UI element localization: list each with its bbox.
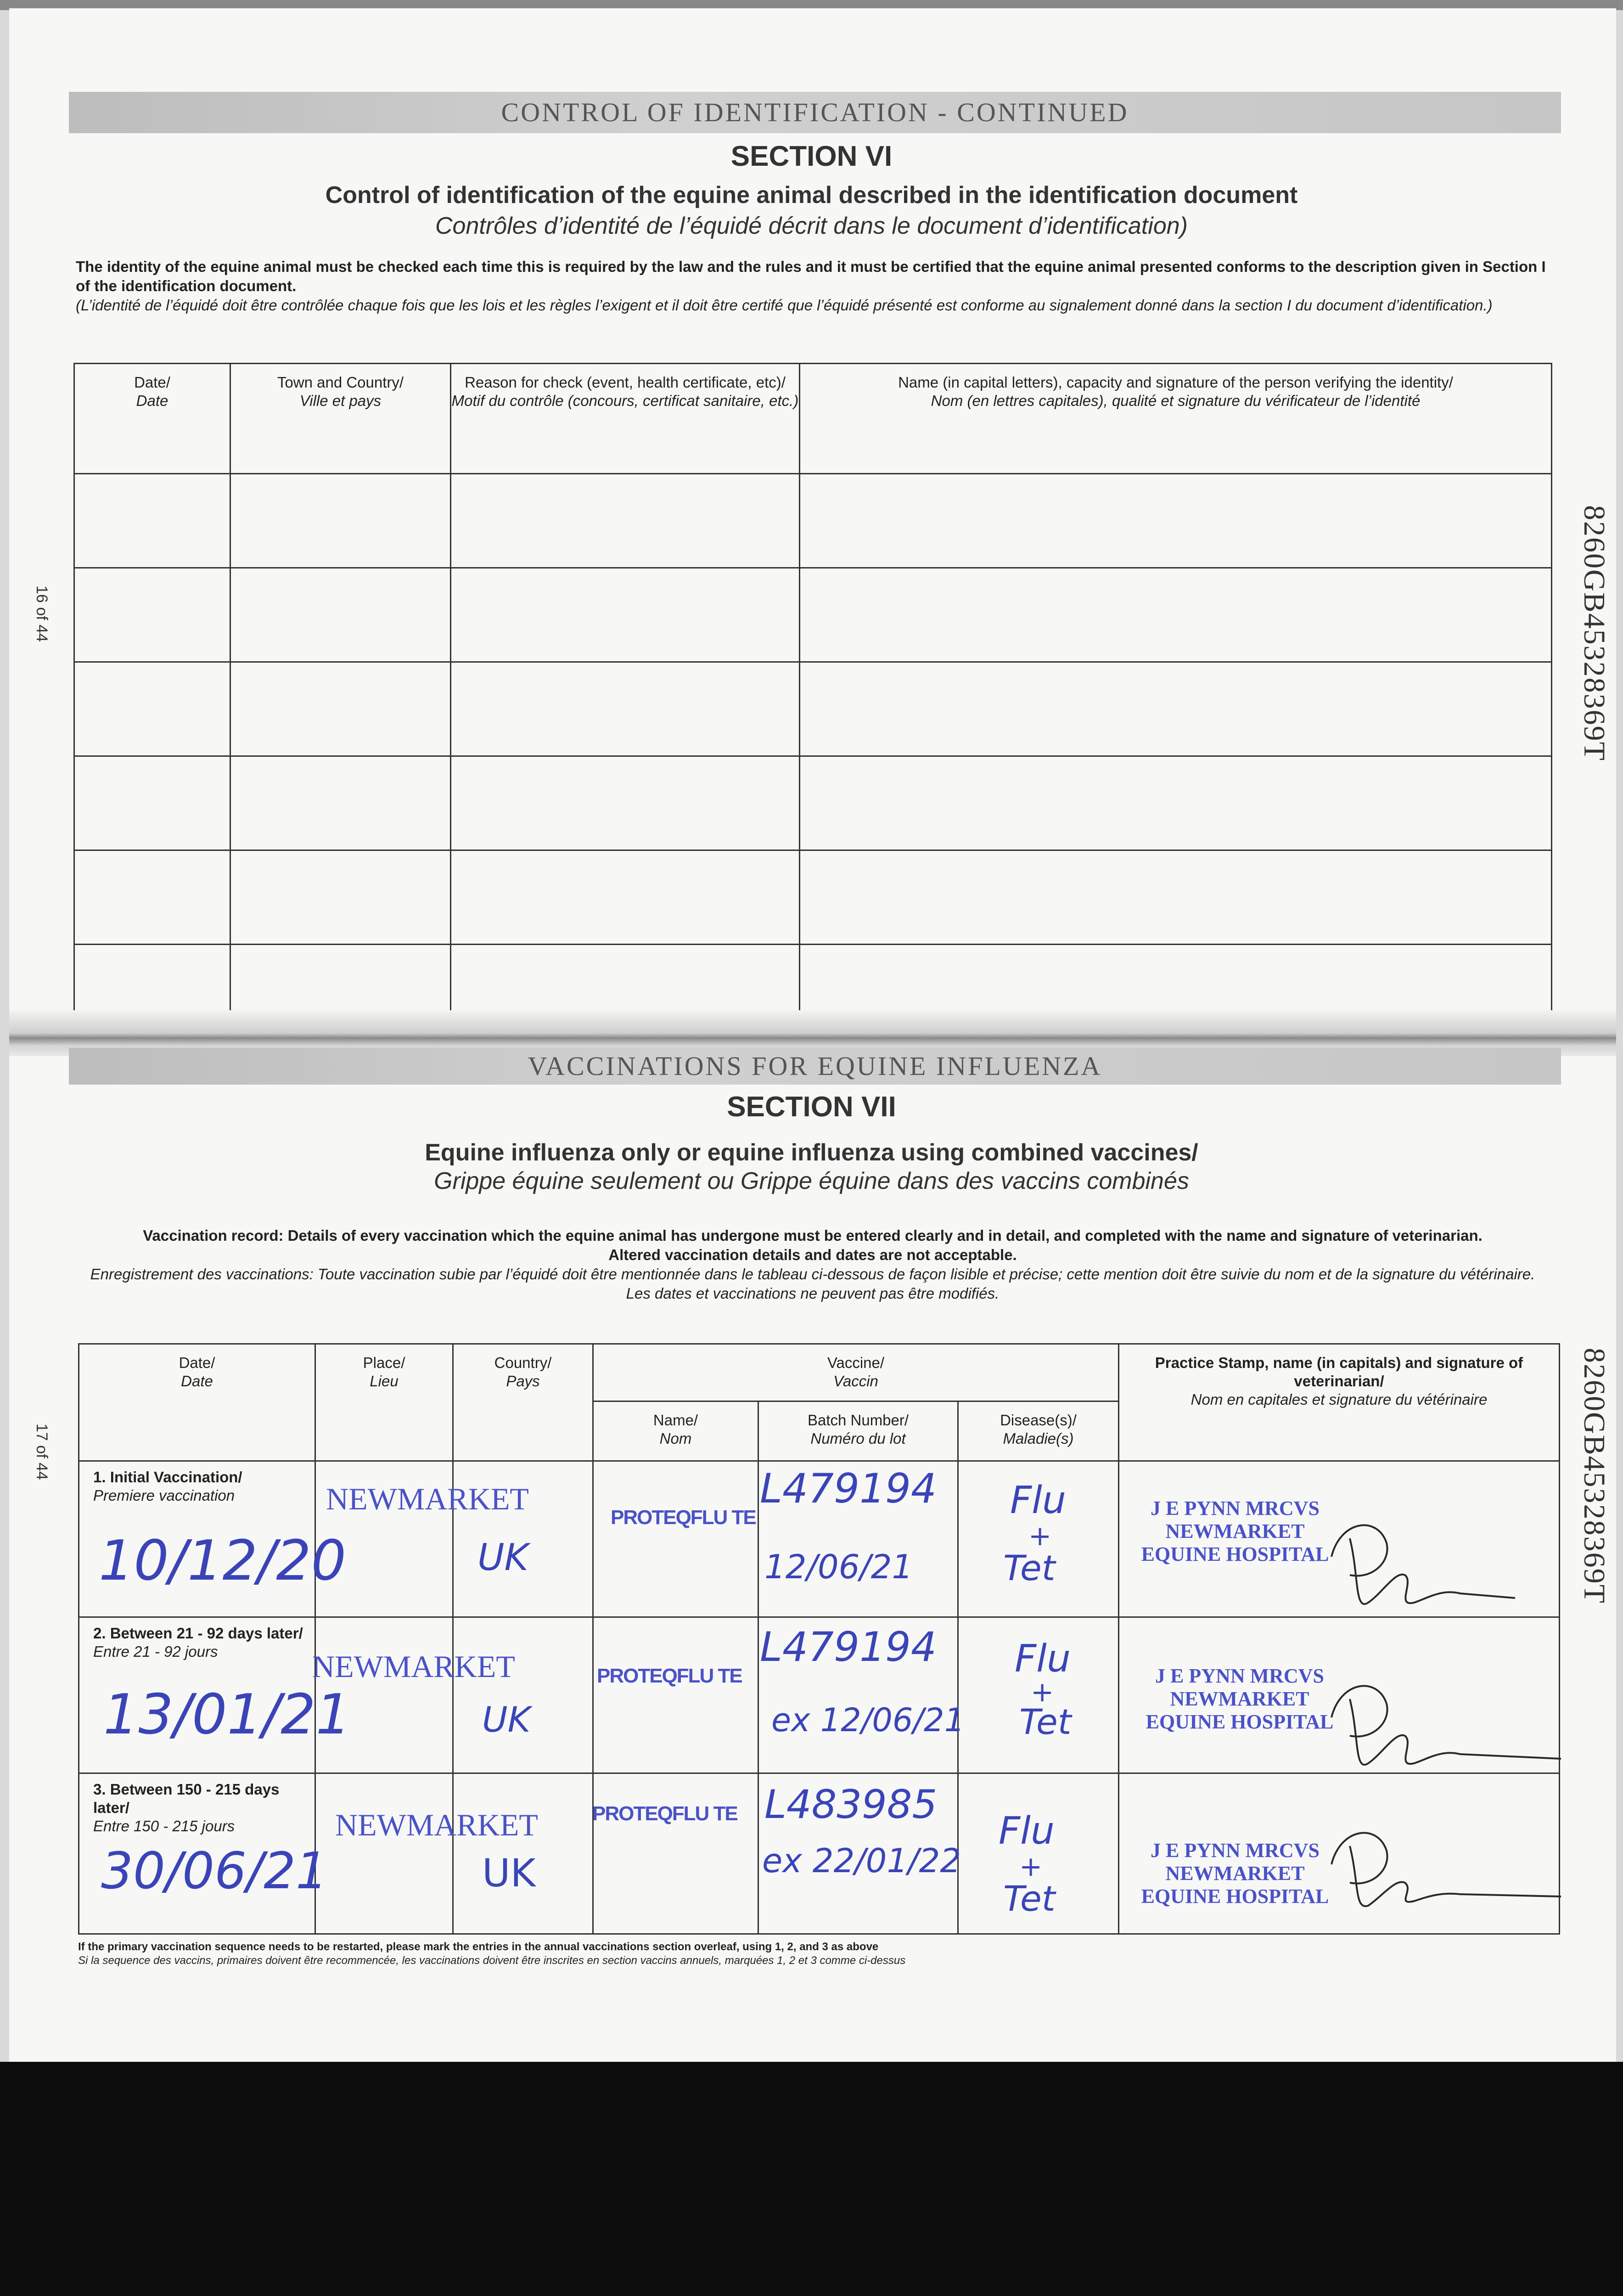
disease-tet: Tet <box>1003 1878 1056 1919</box>
identity-table-header <box>74 364 1552 474</box>
expiry-handwritten: ex 22/01/22 <box>762 1841 961 1880</box>
scanner-background <box>0 2062 1623 2296</box>
batch-handwritten: L479194 <box>760 1623 937 1671</box>
header-vaccine: Vaccine/ Vaccin <box>593 1344 1119 1401</box>
record-fr: Enregistrement des vaccinations: Toute vaccination subie par l’équidé doit être mentionnée dans le tableau ci-dessous de façon lisible et précise; cette mention doit être suivie du nom et de la signature du vétérinaire. Les dates et vaccinations ne peuvent pas être modifiés. <box>90 1266 1535 1302</box>
section-vi-banner: CONTROL OF IDENTIFICATION - CONTINUED <box>69 92 1561 133</box>
vaccine-stamp: PROTEQFLU TE <box>597 1665 742 1687</box>
header-date: Date/ Date <box>79 1344 315 1461</box>
section-vii-title: SECTION VII <box>727 1091 896 1123</box>
identity-row-1 <box>74 474 1552 568</box>
section-vi-subtitle-fr: Contrôles d’identité de l’équidé décrit dans le document d’identification) <box>435 213 1188 239</box>
disease-tet: Tet <box>1003 1548 1056 1588</box>
identity-row-3 <box>74 662 1552 756</box>
intro-fr: (L’identité de l’équidé doit être contrôlée chaque fois que les lois et les règles l’exigent et il doit être certifé que l’équidé présenté est conforme au signalement donné dans la section I du document d’identification.) <box>76 297 1493 314</box>
page-number-17: 17 of 44 <box>33 1424 51 1480</box>
disease-tet: Tet <box>1019 1701 1072 1742</box>
disease-flu: Flu <box>999 1809 1055 1853</box>
page-number-16: 16 of 44 <box>33 585 51 642</box>
disease-plus: + <box>1019 1851 1043 1883</box>
disease-flu: Flu <box>1010 1479 1066 1522</box>
section-vii-subtitle-en: Equine influenza only or equine influenza using combined vaccines/ <box>425 1139 1198 1166</box>
date-handwritten: 10/12/20 <box>99 1529 346 1593</box>
vet-stamp: J E PYNN MRCVS NEWMARKET EQUINE HOSPITAL <box>1141 1839 1329 1908</box>
header-verifier: Name (in capital letters), capacity and signature of the person verifying the identity/ Nom (en lettres capitales), qualité et signature du vérificateur de l’identité <box>800 364 1552 474</box>
vaccine-stamp: PROTEQFLU TE <box>611 1506 756 1529</box>
vaccination-header-top <box>79 1344 1560 1401</box>
expiry-handwritten: 12/06/21 <box>764 1548 913 1586</box>
header-practice-stamp: Practice Stamp, name (in capitals) and signature of veterinarian/ Nom en capitales et signature du vétérinaire <box>1119 1344 1560 1461</box>
header-country: Country/ Pays <box>453 1344 593 1461</box>
header-date: Date/ Date <box>74 364 230 474</box>
expiry-handwritten: ex 12/06/21 <box>771 1701 965 1739</box>
section-vii-subtitle-fr: Grippe équine seulement ou Grippe équine dans des vaccins combinés <box>434 1168 1189 1194</box>
date-handwritten: 30/06/21 <box>101 1841 328 1900</box>
veterinarian-signatures <box>1322 1502 1579 1915</box>
section-vi-title: SECTION VI <box>730 141 893 172</box>
batch-handwritten: L483985 <box>764 1782 938 1828</box>
signature-1 <box>1331 1525 1515 1604</box>
serial-number-bottom: 8260GB45328369T <box>1578 1348 1611 1604</box>
signature-2 <box>1331 1686 1561 1765</box>
place-stamp: NEWMARKET <box>335 1807 538 1842</box>
footnote-fr: Si la sequence des vaccins, primaires doivent être recommencée, les vaccinations doivent être inscrites en section vaccins annuels, marquées 1, 2 et 3 comme ci-dessus <box>78 1954 906 1967</box>
vet-stamp: J E PYNN MRCVS NEWMARKET EQUINE HOSPITAL <box>1141 1497 1329 1565</box>
header-reason: Reason for check (event, health certificate, etc)/ Motif du contrôle (concours, certificat sanitaire, etc.) <box>451 364 800 474</box>
identity-check-table <box>73 363 1552 1023</box>
header-disease: Disease(s)/ Maladie(s) <box>958 1401 1119 1461</box>
identity-row-2 <box>74 568 1552 662</box>
vaccine-stamp: PROTEQFLU TE <box>592 1802 737 1825</box>
batch-handwritten: L479194 <box>760 1465 937 1512</box>
country-handwritten: UK <box>477 1536 529 1579</box>
signature-3 <box>1331 1833 1561 1906</box>
identity-row-5 <box>74 850 1552 945</box>
intro-en: The identity of the equine animal must be checked each time this is required by the law and the rules and it must be certified that the equine animal presented conforms to the description given in Section I of the identification document. <box>76 258 1546 294</box>
header-vaccine-name: Name/ Nom <box>593 1401 758 1461</box>
footnote-en: If the primary vaccination sequence needs to be restarted, please mark the entries in the annual vaccinations section overleaf, using 1, 2, and 3 as above <box>78 1941 879 1953</box>
place-stamp: NEWMARKET <box>312 1649 515 1684</box>
country-handwritten: UK <box>482 1699 531 1740</box>
section-vi-intro <box>76 257 1550 315</box>
section-vii-banner: VACCINATIONS FOR EQUINE INFLUENZA <box>69 1048 1561 1085</box>
vaccination-record-text <box>87 1226 1538 1303</box>
header-town: Town and Country/ Ville et pays <box>230 364 451 474</box>
place-stamp: NEWMARKET <box>326 1481 529 1516</box>
footnote <box>78 1940 1547 1968</box>
row-label: 2. Between 21 - 92 days later/ Entre 21 - 92 jours <box>79 1617 315 1773</box>
disease-flu: Flu <box>1015 1637 1071 1681</box>
country-handwritten: UK <box>482 1851 536 1896</box>
header-batch: Batch Number/ Numéro du lot <box>758 1401 958 1461</box>
serial-number-top: 8260GB45328369T <box>1578 505 1611 761</box>
row-label: 1. Initial Vaccination/ Premiere vaccination <box>79 1461 315 1617</box>
section-vi-subtitle-en: Control of identification of the equine animal described in the identification document <box>325 182 1298 208</box>
record-en-2: Altered vaccination details and dates are not acceptable. <box>608 1246 1017 1263</box>
disease-plus: + <box>1031 1676 1054 1708</box>
record-en: Vaccination record: Details of every vaccination which the equine animal has undergone must be entered clearly and in detail, and completed with the name and signature of veterinarian. <box>143 1227 1483 1244</box>
identity-row-4 <box>74 756 1552 850</box>
vet-stamp: J E PYNN MRCVS NEWMARKET EQUINE HOSPITAL <box>1146 1665 1334 1733</box>
disease-plus: + <box>1028 1520 1052 1552</box>
row-label: 3. Between 150 - 215 days later/ Entre 150 - 215 jours <box>79 1773 315 1934</box>
header-place: Place/ Lieu <box>315 1344 453 1461</box>
date-handwritten: 13/01/21 <box>103 1683 351 1747</box>
